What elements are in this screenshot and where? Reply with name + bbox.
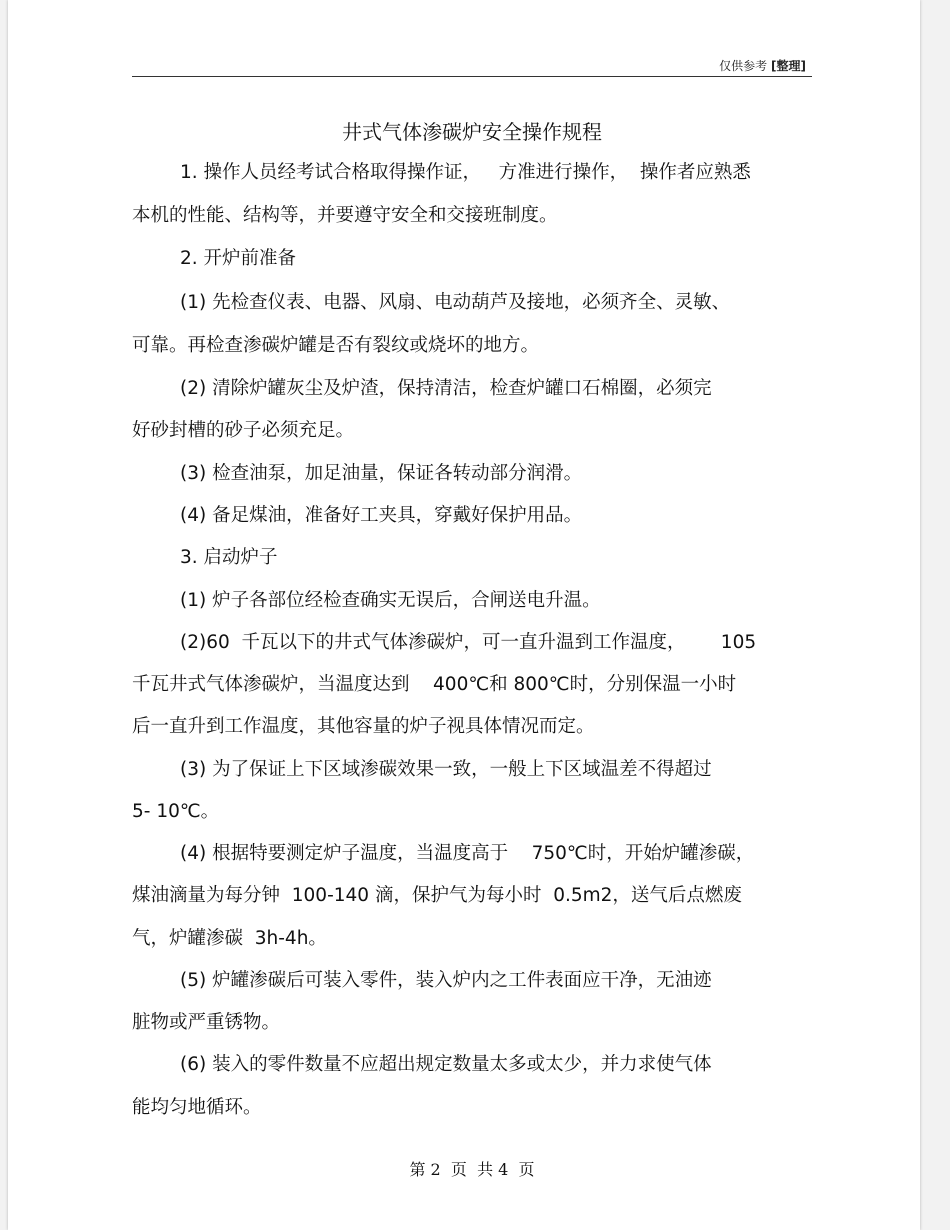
- text-line: 气，炉罐渗碳 3h-4h。: [132, 928, 327, 949]
- text-line: 后一直升到工作温度，其他容量的炉子视具体情况而定。: [132, 716, 595, 737]
- text-line: 煤油滴量为每分钟 100-140 滴，保护气为每小时 0.5m2，送气后点燃废: [132, 885, 742, 906]
- text-line: 脏物或严重锈物。: [132, 1012, 281, 1033]
- text-line: 可靠。再检查渗碳炉罐是否有裂纹或烧坏的地方。: [132, 335, 540, 356]
- text-line: 能均匀地循环。: [132, 1097, 262, 1118]
- page-number: 第 2 页 共 4 页: [409, 1160, 535, 1179]
- page-header: [132, 57, 806, 74]
- section-heading: 3. 启动炉子: [180, 547, 278, 568]
- text-line: 千瓦井式气体渗碳炉，当温度达到 400℃和 800℃时，分别保温一小时: [132, 674, 737, 695]
- header-rule: [132, 76, 812, 77]
- text-line: (3) 为了保证上下区域渗碳效果一致，一般上下区域温差不得超过: [180, 759, 712, 780]
- document-title: 井式气体渗碳炉安全操作规程: [342, 120, 602, 144]
- text-line: (2) 清除炉罐灰尘及炉渣，保持清洁，检查炉罐口石棉圈，必须完: [180, 378, 712, 399]
- text-line: 好砂封槽的砂子必须充足。: [132, 420, 355, 441]
- text-line: 1. 操作人员经考试合格取得操作证， 方准进行操作， 操作者应熟悉: [180, 162, 751, 183]
- text-line: 5- 10℃。: [132, 801, 220, 822]
- text-line: (1) 先检查仪表、电器、风扇、电动葫芦及接地，必须齐全、灵敏、: [180, 292, 731, 313]
- text-line: (2)60 千瓦以下的井式气体渗碳炉，可一直升温到工作温度， 105: [180, 632, 757, 653]
- text-line: (3) 检查油泵，加足油量，保证各转动部分润滑。: [180, 463, 583, 484]
- text-line: 本机的性能、结构等，并要遵守安全和交接班制度。: [132, 205, 558, 226]
- text-line: (4) 根据特要测定炉子温度，当温度高于 750℃时，开始炉罐渗碳，: [180, 843, 755, 864]
- text-line: (4) 备足煤油，准备好工夹具，穿戴好保护用品。: [180, 505, 583, 526]
- text-line: (6) 装入的零件数量不应超出规定数量太多或太少，并力求使气体: [180, 1054, 712, 1075]
- text-line: (5) 炉罐渗碳后可装入零件，装入炉内之工件表面应干净，无油迹: [180, 970, 712, 991]
- text-line: (1) 炉子各部位经检查确实无误后，合闸送电升温。: [180, 590, 601, 611]
- header-tag: [整理]: [771, 59, 806, 73]
- section-heading: 2. 开炉前准备: [180, 248, 297, 269]
- header-note: 仅供参考: [719, 59, 768, 73]
